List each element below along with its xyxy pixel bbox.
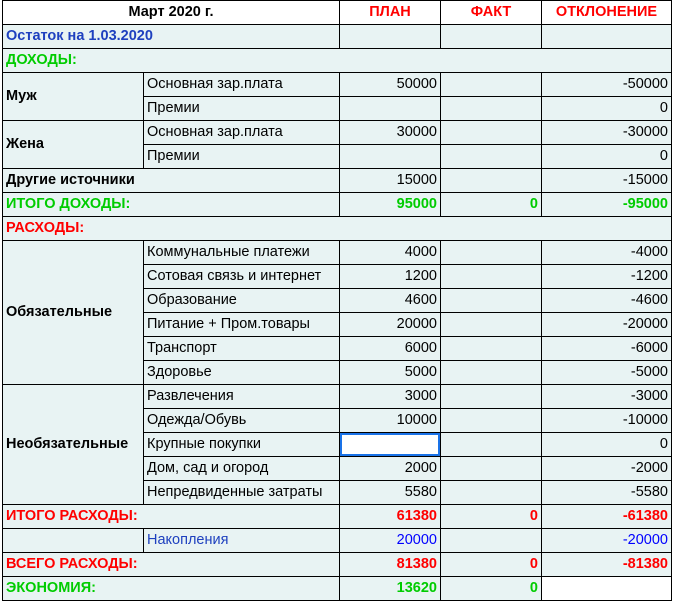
item-fact[interactable] [441,145,542,169]
economy-label[interactable]: ЭКОНОМИЯ: [3,577,340,601]
item-name[interactable]: Развлечения [144,385,340,409]
other-sources-fact[interactable] [441,169,542,193]
savings-empty-cell[interactable] [3,529,144,553]
item-dev[interactable]: -4600 [542,289,672,313]
item-name[interactable]: Транспорт [144,337,340,361]
item-plan[interactable]: 10000 [340,409,441,433]
item-name[interactable]: Основная зар.плата [144,73,340,97]
income-title[interactable]: ДОХОДЫ: [3,49,672,73]
item-dev[interactable]: -50000 [542,73,672,97]
grand-total-dev[interactable]: -81380 [542,553,672,577]
fill-handle[interactable] [438,454,441,457]
item-name[interactable]: Непредвиденные затраты [144,481,340,505]
balance-plan-cell[interactable] [340,25,441,49]
other-sources-plan[interactable]: 15000 [340,169,441,193]
plan-header[interactable]: ПЛАН [340,1,441,25]
item-dev[interactable]: -4000 [542,241,672,265]
item-fact[interactable] [441,241,542,265]
income-total-label[interactable]: ИТОГО ДОХОДЫ: [3,193,340,217]
item-dev[interactable]: -10000 [542,409,672,433]
expenses-title-row [3,217,672,241]
header-row [3,1,672,25]
grand-total-row [3,553,672,577]
expenses-total-fact[interactable]: 0 [441,505,542,529]
table-row [3,241,672,265]
grand-total-plan[interactable]: 81380 [340,553,441,577]
item-fact[interactable] [441,481,542,505]
income-total-plan[interactable]: 95000 [340,193,441,217]
item-fact[interactable] [441,313,542,337]
item-plan[interactable]: 1200 [340,265,441,289]
balance-fact-cell[interactable] [441,25,542,49]
item-dev[interactable]: -6000 [542,337,672,361]
item-dev[interactable]: -30000 [542,121,672,145]
item-dev[interactable]: -5580 [542,481,672,505]
economy-fact[interactable]: 0 [441,577,542,601]
item-plan[interactable] [340,97,441,121]
economy-dev[interactable] [542,577,672,601]
savings-plan[interactable]: 20000 [340,529,441,553]
economy-row [3,577,672,601]
table-row [3,73,672,97]
balance-row [3,25,672,49]
economy-plan[interactable]: 13620 [340,577,441,601]
fact-header[interactable]: ФАКТ [441,1,542,25]
item-plan[interactable]: 2000 [340,457,441,481]
mandatory-label[interactable]: Обязательные [3,241,144,385]
item-dev[interactable]: -20000 [542,313,672,337]
item-plan[interactable]: 5000 [340,361,441,385]
income-title-row [3,49,672,73]
balance-dev-cell[interactable] [542,25,672,49]
item-fact[interactable] [441,433,542,457]
item-fact[interactable] [441,385,542,409]
item-name[interactable]: Питание + Пром.товары [144,313,340,337]
selected-cell[interactable] [340,433,441,457]
expenses-total-plan[interactable]: 61380 [340,505,441,529]
table-row [3,385,672,409]
item-name[interactable]: Образование [144,289,340,313]
savings-label[interactable]: Накопления [144,529,340,553]
income-total-fact[interactable]: 0 [441,193,542,217]
expenses-total-dev[interactable]: -61380 [542,505,672,529]
item-name[interactable]: Здоровье [144,361,340,385]
item-plan[interactable]: 4600 [340,289,441,313]
item-name[interactable]: Основная зар.плата [144,121,340,145]
item-dev[interactable]: 0 [542,145,672,169]
item-plan[interactable]: 30000 [340,121,441,145]
other-sources-dev[interactable]: -15000 [542,169,672,193]
wife-label[interactable]: Жена [3,121,144,169]
item-fact[interactable] [441,265,542,289]
item-name[interactable]: Премии [144,97,340,121]
budget-sheet [2,0,672,601]
item-plan[interactable]: 50000 [340,73,441,97]
item-dev[interactable]: 0 [542,433,672,457]
item-fact[interactable] [441,337,542,361]
item-dev[interactable]: -1200 [542,265,672,289]
item-fact[interactable] [441,73,542,97]
item-name[interactable]: Дом, сад и огород [144,457,340,481]
item-fact[interactable] [441,121,542,145]
item-name[interactable]: Одежда/Обувь [144,409,340,433]
balance-label[interactable]: Остаток на 1.03.2020 [3,25,340,49]
optional-label[interactable]: Необязательные [3,385,144,505]
item-fact[interactable] [441,409,542,433]
grand-total-label[interactable]: ВСЕГО РАСХОДЫ: [3,553,340,577]
month-cell[interactable]: Март 2020 г. [3,1,340,25]
item-plan[interactable] [340,145,441,169]
expenses-title[interactable]: РАСХОДЫ: [3,217,672,241]
expenses-total-row [3,505,672,529]
item-name[interactable]: Сотовая связь и интернет [144,265,340,289]
item-name[interactable]: Премии [144,145,340,169]
table-row [3,121,672,145]
expenses-total-label[interactable]: ИТОГО РАСХОДЫ: [3,505,340,529]
item-plan[interactable]: 3000 [340,385,441,409]
item-name[interactable]: Коммунальные платежи [144,241,340,265]
deviation-header[interactable]: ОТКЛОНЕНИЕ [542,1,672,25]
other-sources-row [3,169,672,193]
savings-row [3,529,672,553]
grand-total-fact[interactable]: 0 [441,553,542,577]
item-plan[interactable]: 6000 [340,337,441,361]
item-dev[interactable]: 0 [542,97,672,121]
item-fact[interactable] [441,457,542,481]
item-dev[interactable]: -2000 [542,457,672,481]
item-fact[interactable] [441,97,542,121]
income-total-row [3,193,672,217]
item-dev[interactable]: -3000 [542,385,672,409]
savings-dev[interactable]: -20000 [542,529,672,553]
savings-fact[interactable] [441,529,542,553]
income-total-dev[interactable]: -95000 [542,193,672,217]
husband-label[interactable]: Муж [3,73,144,121]
item-fact[interactable] [441,289,542,313]
item-plan[interactable]: 4000 [340,241,441,265]
item-dev[interactable]: -5000 [542,361,672,385]
item-name[interactable]: Крупные покупки [144,433,340,457]
item-fact[interactable] [441,361,542,385]
item-plan[interactable]: 20000 [340,313,441,337]
other-sources-label[interactable]: Другие источники [3,169,340,193]
item-plan[interactable]: 5580 [340,481,441,505]
